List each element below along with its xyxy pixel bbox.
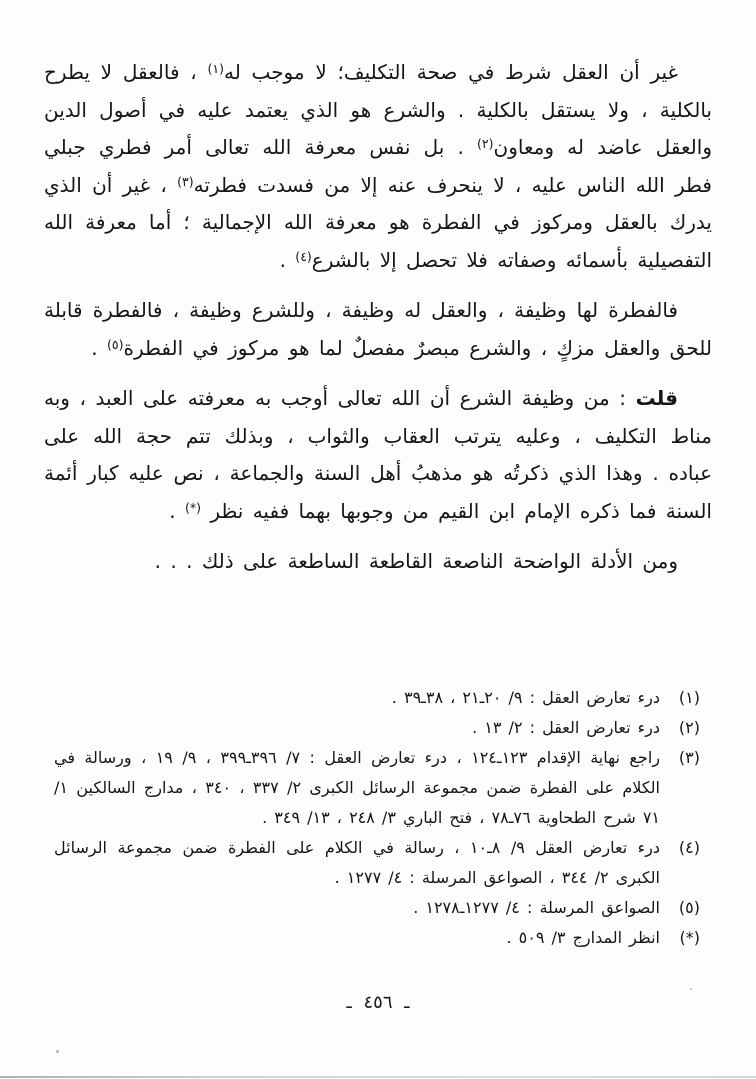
footnote — [54, 743, 700, 833]
footnote — [54, 683, 700, 713]
footnote-text: درء تعارض العقل ٩/ ٨ـ١٠ ، رسالة في الكلام على الفطرة ضمن مجموعة الرسائل الكبرى ٢/ ٣٤٤ ، الصواعق المرسلة : ٤/ ١٢٧٧ . — [54, 838, 660, 887]
footnote-ref: (٣) — [177, 173, 194, 189]
paragraph — [44, 543, 712, 581]
paragraph — [44, 54, 712, 279]
scan-speck — [690, 988, 692, 990]
footnote — [54, 893, 700, 923]
footnote — [54, 833, 700, 893]
paragraph — [44, 380, 712, 530]
text-run: ، غير أن الذي يدرك بالعقل ومركوز في الفطرة هو معرفة الله الإجمالية ؛ أما معرفة الله التفصيلية بأسمائه وصفاته فلا تحصل إلا بالشرع — [44, 172, 712, 272]
footnote-text: الصواعق المرسلة : ٤/ ١٢٧٧ـ١٢٧٨ . — [413, 898, 660, 917]
text-run: . — [91, 335, 107, 360]
footnote-marker: (٣) — [678, 748, 700, 767]
text-run: . — [279, 247, 296, 272]
footnote-ref: (*) — [184, 499, 201, 515]
body-text — [44, 54, 712, 594]
footnote-marker: (١) — [678, 688, 700, 707]
text-run: غير أن العقل شرط في صحة التكليف؛ لا موجب له — [223, 60, 679, 84]
footnote-marker: (٤) — [678, 838, 700, 857]
footnotes-section — [54, 683, 700, 953]
text-run: : من وظيفة الشرع أن الله تعالى أوجب به معرفته على العبد ، وبه مناط التكليف ، وعليه يترتب العقاب والثواب ، وبذلك تتم حجة الله على عباده . وهذا الذي ذكرتُه هو مذهبُ أهل السنة والجماعة ، نص عليه كبار أئمة السنة فما ذكره الإمام ابن القيم من وجوبها بهما ففيه نظر — [44, 386, 712, 523]
footnote-text: درء تعارض العقل : ٢/ ١٣ . — [472, 718, 660, 737]
footnote-marker: (٥) — [678, 898, 700, 917]
bold-lead-word: قلت — [635, 386, 678, 410]
footnote-marker: (٢) — [678, 718, 700, 737]
text-run: . بل نفس معرفة الله تعالى أمر فطري جبلي فطر الله الناس عليه ، لا ينحرف عنه إلا من فسدت فطرته — [44, 135, 712, 197]
scan-bottom-edge — [0, 1076, 756, 1078]
footnote-text: انظر المدارج ٣/ ٥٠٩ . — [506, 928, 660, 947]
text-run: ومن الأدلة الواضحة الناصعة القاطعة الساطعة على ذلك . . . — [154, 549, 678, 573]
footnote — [54, 713, 700, 743]
footnote-ref: (١) — [207, 61, 224, 76]
footnote-text: درء تعارض العقل : ٩/ ٢٠ـ٢١ ، ٣٨ـ٣٩ . — [391, 688, 660, 707]
paragraph — [44, 292, 712, 367]
footnote-ref: (٤) — [295, 248, 312, 264]
text-run: . — [169, 498, 185, 523]
footnote-ref: (٢) — [477, 136, 494, 151]
footnote-text: راجع نهاية الإقدام ١٢٣ـ١٢٤ ، درء تعارض العقل : ٧/ ٣٩٦ـ٣٩٩ ، ٩/ ١٩ ، ورسالة في الكلام على الفطرة ضمن مجموعة الرسائل الكبرى ٢/ ٣٣٧ ، ٣٤٠ ، مدارج السالكين ١/ ٧١ شرح الطحاوية ٧٦ـ٧٨ ، فتح الباري ٣/ ٢٤٨ ، ١٣/ ٣٤٩ . — [54, 748, 660, 827]
text-run: ، فالعقل لا يطرح بالكلية ، ولا يستقل بالكلية . والشرع هو الذي يعتمد عليه في أصول الدين والعقل عاضد له ومعاون — [44, 60, 712, 159]
footnote-marker: (*) — [679, 928, 700, 947]
footnote — [54, 923, 700, 953]
scan-speck — [56, 1050, 59, 1053]
footnote-ref: (٥) — [106, 336, 124, 352]
text-run: فالفطرة لها وظيفة ، والعقل له وظيفة ، وللشرع وظيفة ، فالفطرة قابلة للحق والعقل مزكٍ ، والشرع مبصرٌ مفصلٌ لما هو مركوز في الفطرة — [44, 298, 712, 360]
page-number: ـ ٤٥٦ ـ — [346, 992, 410, 1013]
